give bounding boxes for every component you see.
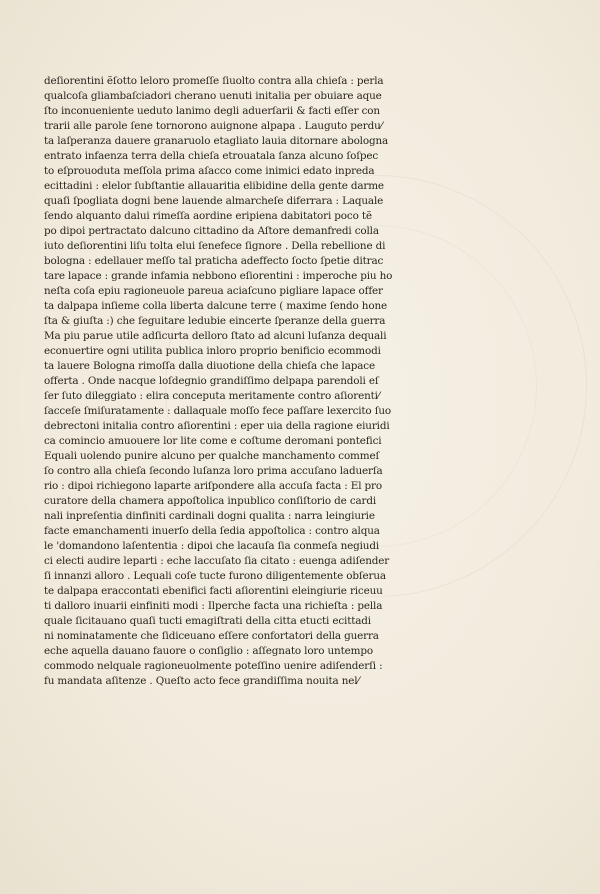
text-line: te dalpapa eraccontati ebenifici facti aſiorentini eleingiurie riceuu [44,585,383,597]
text-line: ci electi audire leparti : eche laccuſato ſia citato : euenga adiſender [44,555,390,567]
text-line: le 'domandono laſententia : dipoi che lacauſa ſia conmeſa negiudi [44,540,380,552]
text-line: nali inpreſentia dinfiniti cardinali dogni qualita : narra leingiurie [44,510,375,522]
text-line: offerta . Onde nacque loſdegnio grandiſſimo delpapa parendoli eſ [44,375,379,387]
text-line: ſendo alquanto dalui rimeſſa aordine eripiena dabitatori poco tẽ [44,210,372,222]
text-line: Ma piu parue utile adſicurta delloro ſtato ad alcuni luſanza dequali [44,330,387,342]
text-line: ecittadini : elelor ſubſtantie allauaritia elibidine della gente darme [44,180,384,192]
text-line: curatore della chamera appoſtolica inpublico conſiſtorio de cardi [44,495,377,507]
text-line: econuertire ogni utilita publica inloro proprio benificio ecommodi [44,345,381,357]
text-line: fu mandata aſitenze . Queſto acto fece grandiſſima nouita nel⁄ [44,675,360,687]
text-line: po dipoi pertractato dalcuno cittadino da Aſtore demanfredi colla [44,225,379,237]
text-line: iuto deſiorentini liſu tolta elui ſenefece ſignore . Della rebellione di [44,240,386,252]
text-line: quaſi ſpogliata dogni bene lauende almarcheſe diferrara : Laquale [44,195,384,207]
text-line: ta dalpapa inſieme colla liberta dalcune terre ( maxime ſendo hone [44,300,387,312]
text-line: ſo contro alla chieſa ſecondo luſanza loro prima accuſano laduerſa [44,465,383,477]
text-line: to eſprouoduta meſſola prima aſacco come inimici edato inpreda [44,165,375,177]
text-line: ta lauere Bologna rimoſſa dalla diuotione della chieſa che lapace [44,360,375,372]
text-line: commodo nelquale ragioneuolmente poteſſino uenire adiſenderſi : [44,660,383,672]
text-line: ſi innanzi alloro . Lequali coſe tucte furono diligentemente obſerua [44,570,386,582]
text-line: eche aquella dauano fauore o conſiglio : aſſegnato loro untempo [44,645,373,657]
text-line: deſiorentini ẽſotto leloro promeſſe ſiuolto contra alla chieſa : perla [44,75,384,87]
text-line: ſto inconueniente ueduto lanimo degli aduerſarii & facti eſſer con [44,105,380,117]
text-line: ni nominatamente che ſidiceuano eſſere confortatori della guerra [44,630,379,642]
text-line: neſta coſa epiu ragioneuole pareua aciaſcuno pigliare lapace offer [44,285,383,297]
text-line: trarii alle parole ſene tornorono auignone alpapa . Lauguto perdu⁄ [44,120,383,132]
text-line: ca comincio amuouere lor lite come e coſtume deromani pontefici [44,435,382,447]
text-line: bologna : edellauer meſſo tal praticha adeffecto ſocto ſpetie ditrac [44,255,384,267]
text-line: debrectoni initalia contro aſiorentini : eper uia della ragione eiuridi [44,420,390,432]
text-line: Equali uolendo punire alcuno per qualche manchamento commeſ [44,450,380,462]
text-line: ſta & giuſta :) che ſeguitare ledubie eincerte ſperanze della guerra [44,315,386,327]
text-line: qualcoſa gliambaſciadori cherano uenuti initalia per obuiare aque [44,90,382,102]
text-line: quale ſicitauano quaſi tucti emagiſtrati della citta etucti ecittadi [44,615,371,627]
text-line: ta laſperanza dauere granaruolo etagliato lauia ditornare abologna [44,135,389,147]
text-line: rio : dipoi richiegono laparte ariſpondere alla accuſa facta : El pro [44,480,382,492]
text-line: ti dalloro inuarii einfiniti modi : Ilperche facta una richieſta : pella [44,600,383,612]
text-line: facte emanchamenti inuerſo della ſedia appoſtolica : contro alqua [44,525,380,537]
text-block [44,74,544,689]
text-line: tare lapace : grande infamia nebbono eſiorentini : imperoche piu ho [44,270,393,282]
text-line: ſer ſuto dileggiato : elira conceputa meritamente contro aſiorenti⁄ [44,390,380,402]
text-line: entrato infaenza terra della chieſa etrouatala ſanza alcuno ſoſpec [44,150,379,162]
text-line: ſacceſe ſmiſuratamente : dallaquale moſſo fece paſſare lexercito ſuo [44,405,392,417]
